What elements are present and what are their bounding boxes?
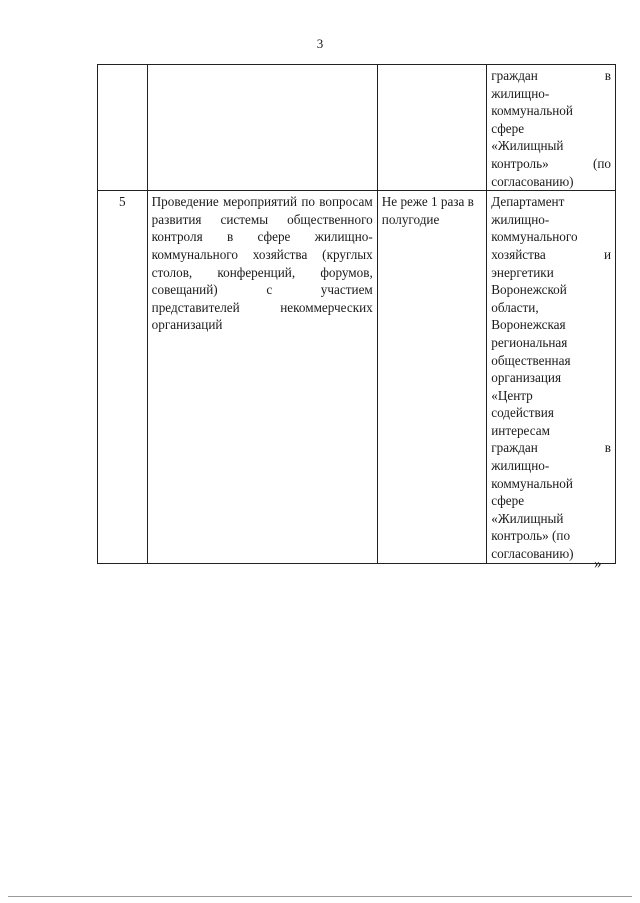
event-cell: [147, 65, 377, 191]
table-row: [98, 191, 616, 563]
responsible-line: Воронежской: [491, 282, 567, 298]
responsible-line: коммунальной: [491, 475, 573, 491]
responsible-cell: [487, 65, 616, 191]
responsible-line: граждан в: [491, 440, 611, 456]
measures-table: [97, 64, 616, 564]
event-cell: [147, 191, 377, 563]
period-cell: [377, 191, 486, 563]
responsible-line: общественная: [491, 352, 571, 368]
responsible-line: хозяйства и: [491, 246, 611, 262]
responsible-line: содействия: [491, 405, 554, 421]
table-row: [98, 65, 616, 191]
responsible-line: интересам: [491, 422, 550, 438]
responsible-line: Департамент: [491, 194, 565, 210]
responsible-line: граждан в: [491, 68, 611, 83]
responsible-line: контроль» (по: [491, 528, 571, 544]
responsible-line: жилищно-: [491, 211, 550, 227]
responsible-line: коммунальной: [491, 103, 573, 119]
row-number-cell: [98, 65, 148, 191]
responsible-line: энергетики: [491, 264, 554, 280]
row-number-cell: 5: [98, 191, 148, 563]
closing-quote: »: [594, 556, 602, 572]
responsible-line: «Центр: [491, 387, 533, 403]
responsible-line: «Жилищный: [491, 138, 564, 154]
responsible-cell: [487, 191, 616, 563]
page-number: 3: [316, 36, 324, 51]
responsible-line: согласованию): [491, 546, 574, 562]
period-cell: [377, 65, 486, 191]
responsible-line: жилищно-: [491, 458, 550, 474]
event-text: Проведение мероприятий по вопросам развития системы общественного контроля в сфере жилищно-коммунального хозяйства (круглых столов, конференций, форумов, совещаний) с участием представителей некоммерческих организаций: [151, 194, 373, 333]
responsible-line: контроль» (по: [491, 155, 611, 171]
responsible-line: Воронежская: [491, 317, 566, 333]
responsible-line: «Жилищный: [491, 510, 564, 526]
responsible-line: организация: [491, 370, 562, 386]
responsible-line: региональная: [491, 334, 568, 350]
responsible-line: коммунального: [491, 229, 578, 245]
responsible-line: области,: [491, 299, 539, 315]
responsible-line: сфере: [491, 493, 525, 509]
page-bottom-rule: [8, 896, 632, 897]
responsible-line: жилищно-: [491, 85, 550, 101]
responsible-line: согласованию): [491, 173, 574, 189]
period-text: Не реже 1 раза в полугодие: [381, 194, 474, 227]
responsible-line: сфере: [491, 120, 525, 136]
